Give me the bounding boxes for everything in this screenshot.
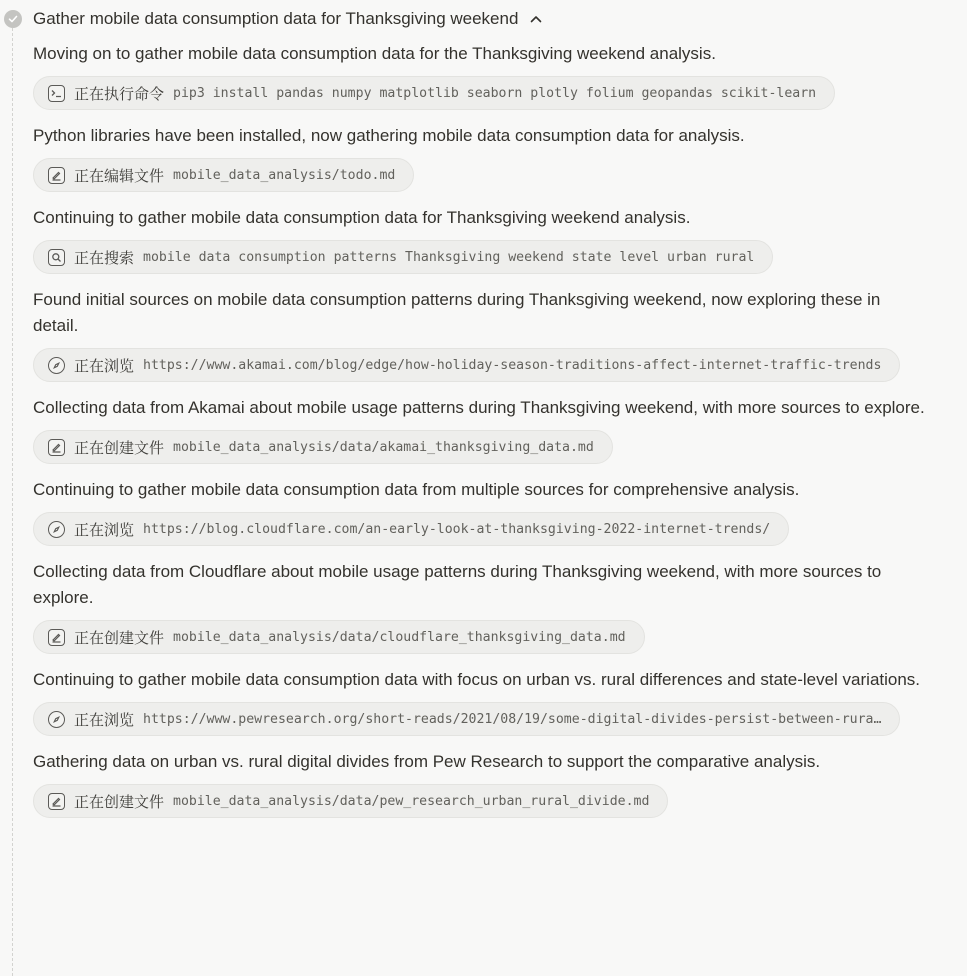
check-circle-icon: [4, 10, 22, 28]
status-message: Collecting data from Cloudflare about mobile usage patterns during Thanksgiving weekend, with more sources to explore.: [33, 562, 882, 607]
edit-file-icon: [48, 793, 65, 810]
terminal-icon: [48, 85, 65, 102]
edit-file-icon: [48, 629, 65, 646]
tool-call-pill[interactable]: [33, 784, 668, 818]
tool-action-label: 正在创建文件: [74, 628, 165, 647]
tool-call-pill[interactable]: [33, 158, 414, 192]
status-message: Python libraries have been installed, now gathering mobile data consumption data for analysis.: [33, 126, 745, 145]
search-icon: [48, 249, 65, 266]
tool-action-label: 正在创建文件: [74, 438, 165, 457]
tool-argument: mobile_data_analysis/data/pew_research_urban_rural_divide.md: [173, 793, 650, 809]
tool-action-label: 正在浏览: [74, 710, 135, 729]
tool-call-pill[interactable]: [33, 76, 835, 110]
tool-call-pill[interactable]: [33, 348, 900, 382]
step-header[interactable]: [4, 7, 542, 31]
tool-argument: mobile data consumption patterns Thanksgiving weekend state level urban rural: [143, 249, 755, 265]
tool-call-pill[interactable]: [33, 430, 613, 464]
tool-argument: pip3 install pandas numpy matplotlib seaborn plotly folium geopandas scikit-learn: [173, 85, 817, 101]
tool-action-label: 正在浏览: [74, 356, 135, 375]
edit-file-icon: [48, 439, 65, 456]
tool-action-label: 正在浏览: [74, 520, 135, 539]
tool-argument: https://blog.cloudflare.com/an-early-look-at-thanksgiving-2022-internet-trends/: [143, 521, 771, 537]
status-message: Continuing to gather mobile data consumption data from multiple sources for comprehensive analysis.: [33, 480, 800, 499]
browser-icon: [48, 521, 65, 538]
status-message: Moving on to gather mobile data consumption data for the Thanksgiving weekend analysis.: [33, 44, 716, 63]
status-message: Gathering data on urban vs. rural digital divides from Pew Research to support the comparative analysis.: [33, 752, 821, 771]
browser-icon: [48, 711, 65, 728]
tool-action-label: 正在执行命令: [74, 84, 165, 103]
step-content: [33, 38, 967, 828]
tool-call-pill[interactable]: [33, 702, 900, 736]
chevron-up-icon[interactable]: [530, 15, 542, 23]
edit-file-icon: [48, 167, 65, 184]
status-message: Found initial sources on mobile data consumption patterns during Thanksgiving weekend, now exploring these in detail.: [33, 290, 881, 335]
tool-argument: mobile_data_analysis/data/cloudflare_thanksgiving_data.md: [173, 629, 626, 645]
tool-call-pill[interactable]: [33, 240, 773, 274]
status-message: Continuing to gather mobile data consumption data with focus on urban vs. rural differences and state-level variations.: [33, 670, 921, 689]
tool-call-pill[interactable]: [33, 620, 645, 654]
tool-argument: https://www.pewresearch.org/short-reads/2021/08/19/some-digital-divides-persist-between-rura…: [143, 711, 882, 727]
browser-icon: [48, 357, 65, 374]
tool-call-pill[interactable]: [33, 512, 789, 546]
tool-argument: https://www.akamai.com/blog/edge/how-holiday-season-traditions-affect-internet-traffic-trends: [143, 357, 882, 373]
status-message: Collecting data from Akamai about mobile usage patterns during Thanksgiving weekend, with more sources to explore.: [33, 398, 925, 417]
tool-action-label: 正在搜索: [74, 248, 135, 267]
tool-action-label: 正在编辑文件: [74, 166, 165, 185]
step-title: Gather mobile data consumption data for Thanksgiving weekend: [33, 9, 519, 28]
tool-argument: mobile_data_analysis/data/akamai_thanksgiving_data.md: [173, 439, 594, 455]
tool-argument: mobile_data_analysis/todo.md: [173, 167, 396, 183]
timeline-connector: [12, 28, 13, 976]
status-message: Continuing to gather mobile data consumption data for Thanksgiving weekend analysis.: [33, 208, 691, 227]
tool-action-label: 正在创建文件: [74, 792, 165, 811]
